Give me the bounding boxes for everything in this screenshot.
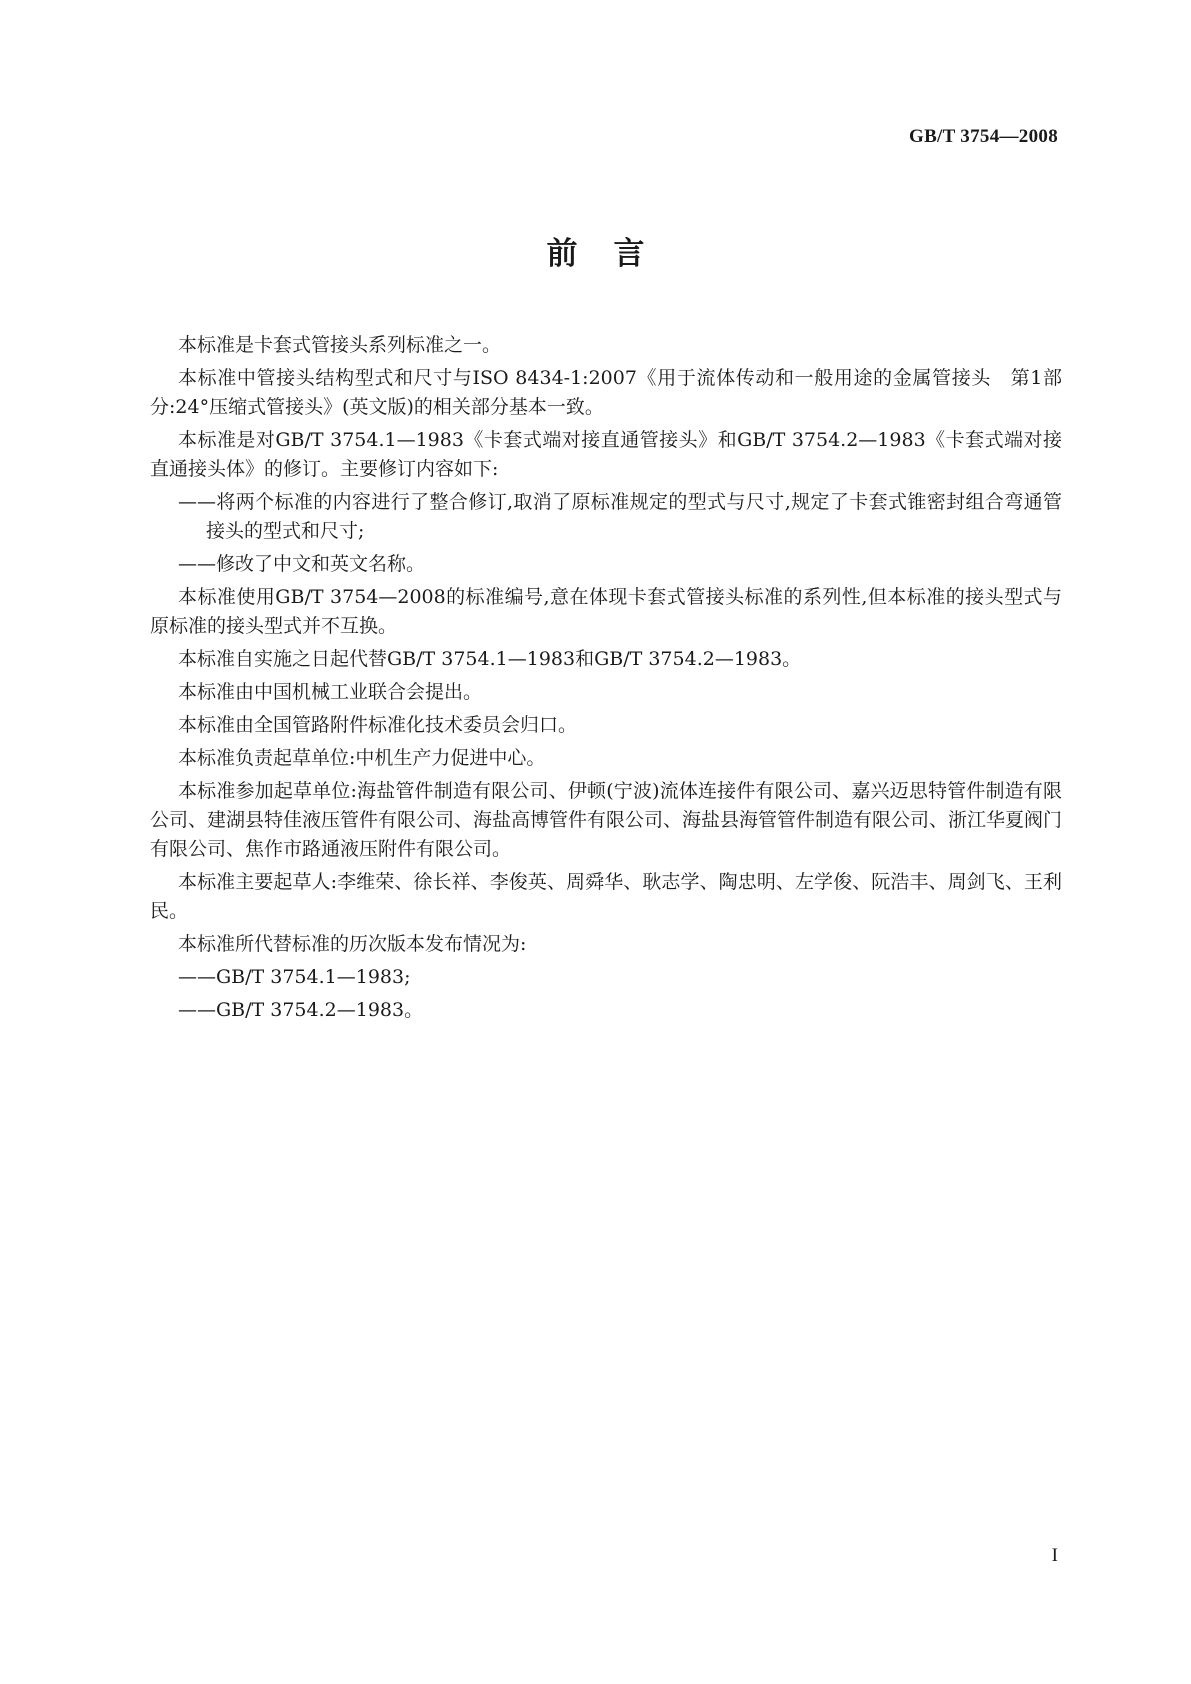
paragraph: 本标准是对GB/T 3754.1—1983《卡套式端对接直通管接头》和GB/T 3754.2—1983《卡套式端对接直通接头体》的修订。主要修订内容如下: (150, 429, 1062, 480)
paragraph: 本标准使用GB/T 3754—2008的标准编号,意在体现卡套式管接头标准的系列性,但本标准的接头型式与原标准的接头型式并不互换。 (150, 586, 1062, 637)
paragraph: 本标准中管接头结构型式和尺寸与ISO 8434-1:2007《用于流体传动和一般用途的金属管接头 第1部分:24°压缩式管接头》(英文版)的相关部分基本一致。 (150, 367, 1062, 418)
paragraph: 本标准负责起草单位:中机生产力促进中心。 (178, 747, 546, 769)
revision-item: ——将两个标准的内容进行了整合修订,取消了原标准规定的型式与尺寸,规定了卡套式锥密封组合弯通管接头的型式和尺寸; (178, 491, 1062, 542)
page-title: 前言 (546, 236, 681, 272)
paragraph: 本标准由中国机械工业联合会提出。 (178, 681, 483, 703)
paragraph: 本标准所代替标准的历次版本发布情况为: (178, 933, 527, 955)
history-item: ——GB/T 3754.2—1983。 (178, 999, 424, 1021)
paragraph: 本标准主要起草人:李维荣、徐长祥、李俊英、周舜华、耿志学、陶忠明、左学俊、阮浩丰、周剑飞、王利民。 (150, 871, 1062, 922)
history-item: ——GB/T 3754.1—1983; (178, 966, 411, 988)
paragraph: 本标准是卡套式管接头系列标准之一。 (178, 334, 502, 356)
paragraph: 本标准参加起草单位:海盐管件制造有限公司、伊顿(宁波)流体连接件有限公司、嘉兴迈思特管件制造有限公司、建湖县特佳液压管件有限公司、海盐高博管件有限公司、海盐县海管管件制造有限公司、浙江华夏阀门有限公司、焦作市路通液压附件有限公司。 (150, 780, 1063, 860)
paragraph: 本标准自实施之日起代替GB/T 3754.1—1983和GB/T 3754.2—1983。 (178, 648, 802, 670)
revision-item: ——修改了中文和英文名称。 (178, 553, 426, 575)
standard-number: GB/T 3754—2008 (908, 126, 1058, 147)
page-number: I (1051, 1545, 1058, 1566)
paragraph: 本标准由全国管路附件标准化技术委员会归口。 (178, 714, 578, 736)
foreword-body (150, 331, 1062, 1029)
